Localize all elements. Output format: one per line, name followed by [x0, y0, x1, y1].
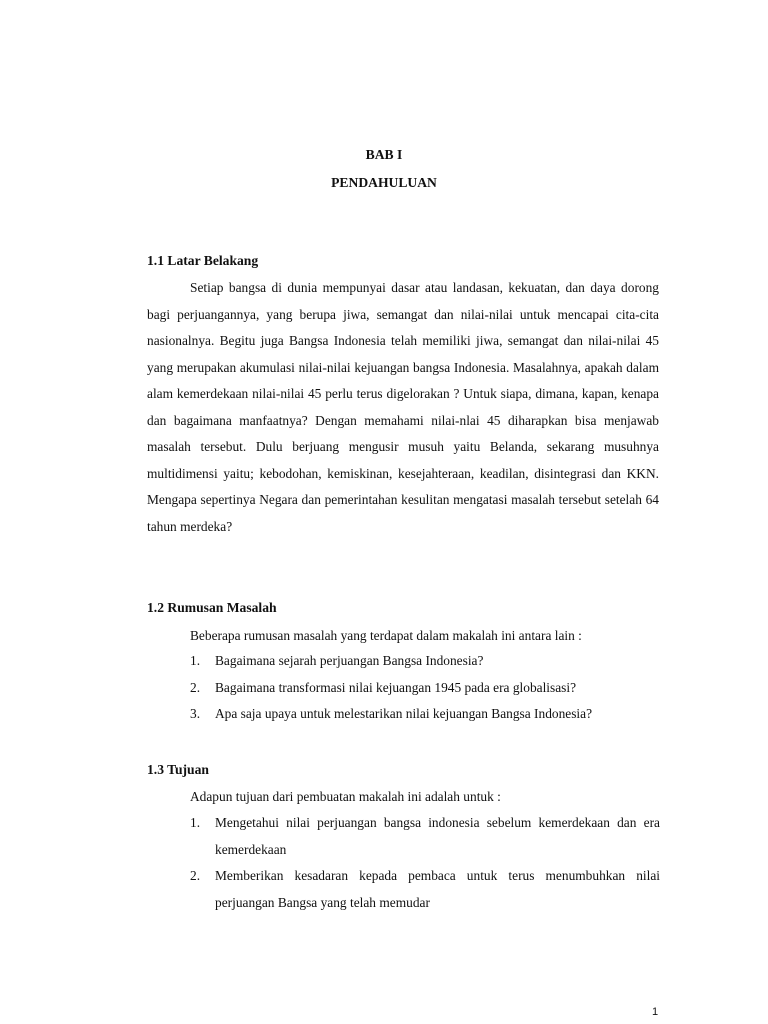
latar-belakang-paragraph: Setiap bangsa di dunia mempunyai dasar atau landasan, kekuatan, dan daya dorong bagi perjuangannya, yang berupa jiwa, semangat dan nilai-nilai untuk mencapai cita-cita nasionalnya. Begitu juga Bangsa Indonesia telah memiliki jiwa, semangat dan nilai-nilai 45 yang merupakan akumulasi nilai-nilai kejuangan bangsa Indonesia. Masalahnya, apakah dalam alam kemerdekaan nilai-nilai 45 perlu terus digelorakan ? Untuk siapa, dimana, kapan, kenapa dan bagaimana manfaatnya? Dengan memahami nilai-nlai 45 diharapkan bisa menjawab masalah tersebut. Dulu berjuang mengusir musuh yaitu Belanda, sekarang musuhnya multidimensi yaitu; kebodohan, kemiskinan, kesejahteraan, keadilan, disintegrasi dan KKN. Mengapa sepertinya Negara dan pemerintahan kesulitan mengatasi masalah tersebut setelah 64 tahun merdeka?	[147, 280, 659, 534]
page-number: 1	[652, 1006, 659, 1018]
list-item-text: Memberikan kesadaran kepada pembaca untuk terus menumbuhkan nilai perjuangan Bangsa yang telah memudar	[215, 868, 660, 910]
list-item-number: 1.	[190, 653, 201, 668]
section-heading-rumusan-masalah: 1.2 Rumusan Masalah	[147, 600, 277, 615]
list-item	[190, 863, 660, 916]
list-item	[190, 648, 660, 675]
rumusan-masalah-intro: Beberapa rumusan masalah yang terdapat dalam makalah ini antara lain :	[190, 628, 582, 643]
list-item-number: 2.	[190, 868, 201, 883]
list-item-number: 2.	[190, 679, 201, 695]
list-item	[190, 810, 660, 863]
list-item-text: Bagaimana sejarah perjuangan Bangsa Indonesia?	[215, 653, 484, 668]
list-item-text: Apa saja upaya untuk melestarikan nilai kejuangan Bangsa Indonesia?	[215, 706, 593, 721]
rumusan-masalah-list	[190, 648, 660, 728]
list-item-number: 1.	[190, 815, 201, 830]
chapter-number: BAB I	[365, 147, 403, 162]
list-item-number: 3.	[190, 706, 201, 721]
list-item-text: Mengetahui nilai perjuangan bangsa indonesia sebelum kemerdekaan dan era kemerdekaan	[215, 815, 660, 857]
tujuan-intro: Adapun tujuan dari pembuatan makalah ini adalah untuk :	[190, 789, 501, 804]
list-item	[190, 675, 660, 702]
section-heading-tujuan: 1.3 Tujuan	[147, 762, 209, 777]
list-item-text: Bagaimana transformasi nilai kejuangan 1945 pada era globalisasi?	[215, 679, 577, 695]
chapter-title: PENDAHULUAN	[331, 175, 437, 190]
section-heading-latar-belakang: 1.1 Latar Belakang	[147, 253, 259, 268]
list-item	[190, 701, 660, 728]
tujuan-list	[190, 810, 660, 916]
